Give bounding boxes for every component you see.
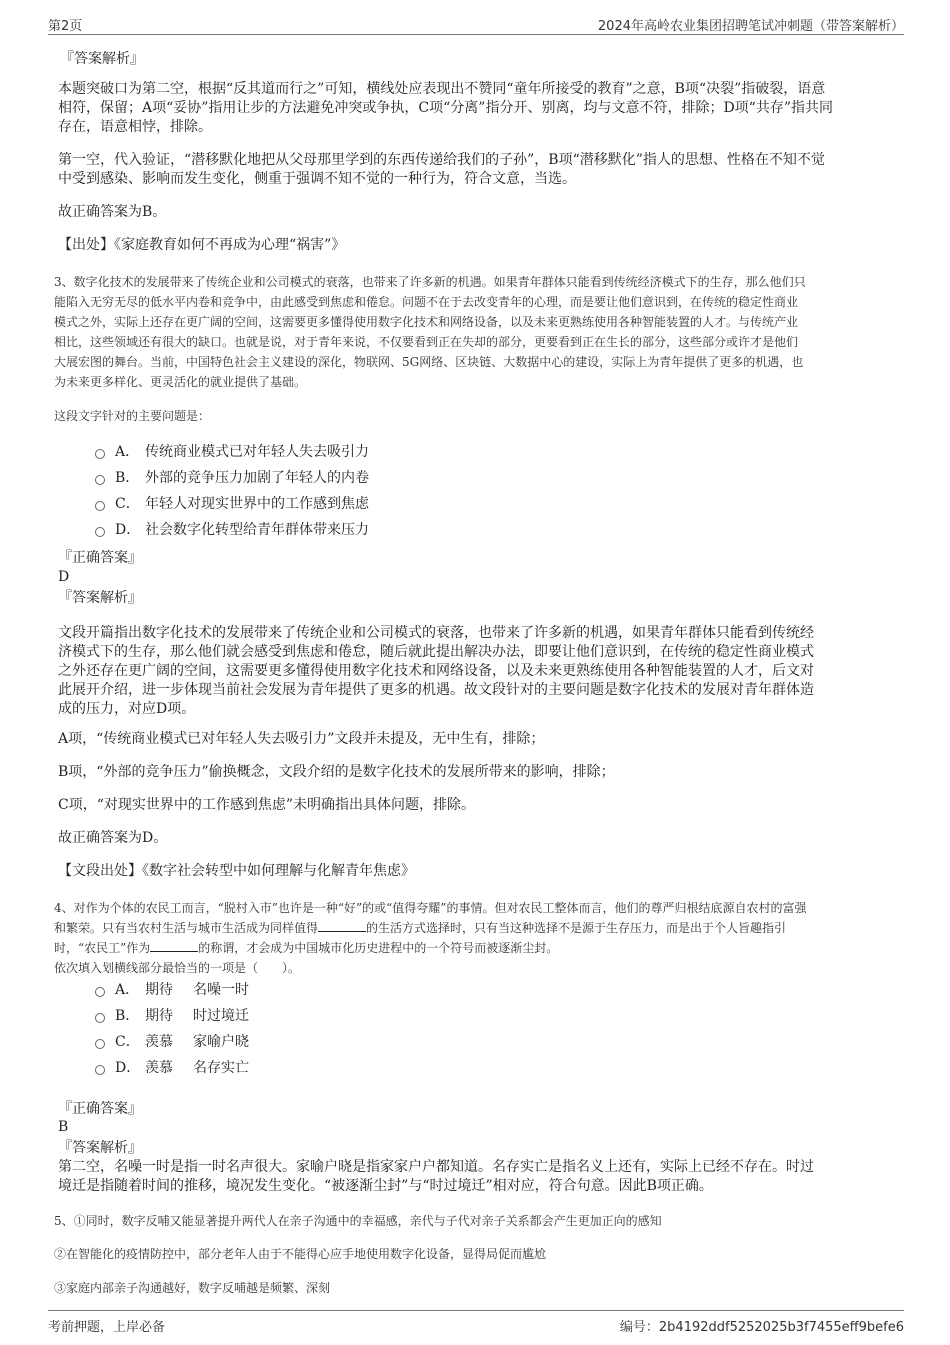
- q3-analysis-option-b: B项，“外部的竞争压力”偷换概念，文段介绍的是数字化技术的发展所带来的影响，排除；: [58, 764, 615, 780]
- text-line: 相符，保留；A项“妥协”指用让步的方法避免冲突或争执，C项“分离”指分开、别离，均与文意不符，排除；D项“共存”指共同: [58, 100, 833, 116]
- text-line: 第二空，名噪一时是指一时名声很大。家喻户晓是指家家户户都知道。名存实亡是指名义上还有，实际上已经不存在。时过: [58, 1159, 814, 1175]
- q4-option-a[interactable]: A． 期待 名噪一时: [95, 981, 249, 1000]
- radio-circle-icon[interactable]: [95, 527, 105, 537]
- q4-analysis-paragraph: [58, 1158, 814, 1196]
- q4-option-b[interactable]: B． 期待 时过境迁: [95, 1007, 249, 1026]
- footer-serial: 编号：2b4192ddf5252025b3f7455eff9befe6: [619, 1320, 904, 1335]
- text-line: 3、数字化技术的发展带来了传统企业和公司模式的衰落，也带来了许多新的机遇。如果青年群体只能看到传统经济模式下的生存，那么他们只: [54, 275, 806, 289]
- document-title: 2024年高岭农业集团招聘笔试冲刺题（带答案解析）: [597, 19, 904, 34]
- q4-analysis-label: 『答案解析』: [58, 1140, 142, 1156]
- text-line: 时，“农民工”作为 的称谓，才会成为中国城市化历史进程中的一个符号而被逐渐尘封。: [54, 941, 559, 955]
- page-header: [48, 12, 904, 35]
- q3-option-a[interactable]: A． 传统商业模式已对年轻人失去吸引力: [95, 443, 369, 462]
- text-line: 能陷入无穷无尽的低水平内卷和竞争中，由此感受到焦虑和倦怠。问题不在于去改变青年的心理，而是要让他们意识到，在传统的稳定性商业: [54, 295, 799, 309]
- text-line: 本题突破口为第二空，根据“反其道而行之”可知，横线处应表现出不赞同“童年所接受的教育”之意，B项“决裂”指破裂，语意: [58, 81, 826, 97]
- q5-sentence-1: 5、①同时，数字反哺又能显著提升两代人在亲子沟通中的幸福感，亲代与子代对亲子关系都会产生更加正向的感知: [54, 1214, 662, 1228]
- footer-slogan: 考前押题，上岸必备: [48, 1320, 166, 1335]
- radio-circle-icon[interactable]: [95, 449, 105, 459]
- q3-option-b[interactable]: B． 外部的竞争压力加剧了年轻人的内卷: [95, 469, 369, 488]
- q3-conclusion: 故正确答案为D。: [58, 830, 168, 846]
- page-footer: [48, 1310, 904, 1335]
- text-line: 之外还存在更广阔的空间，这需要更多懂得使用数字化技术和网络设备，以及未来更熟练使用各种智能装置的人才，后文对: [58, 663, 814, 679]
- q3-option-c[interactable]: C． 年轻人对现实世界中的工作感到焦虑: [95, 495, 369, 514]
- text-line: 大展宏图的舞台。当前，中国特色社会主义建设的深化，物联网、5G网络、区块链、大数据中心的建设，实际上为青年提供了更多的机遇，也: [54, 355, 804, 369]
- text-line: 第一空，代入验证，“潜移默化地把从父母那里学到的东西传递给我们的子孙”，B项“潜移默化”指人的思想、性格在不知不觉: [58, 152, 825, 168]
- text-line: 和繁荣。只有当农村生活与城市生活成为同样值得 的生活方式选择时，只有当这种选择不是源于生存压力，而是出于个人旨趣指引: [54, 921, 787, 935]
- text-line: 中受到感染、影响而发生变化，侧重于强调不知不觉的一种行为，符合文意，当选。: [58, 171, 576, 187]
- radio-circle-icon[interactable]: [95, 987, 105, 997]
- q2-analysis-paragraph-2: [58, 151, 825, 189]
- text-line: 相比，这些领域还有很大的缺口。也就是说，对于青年来说，不仅要看到正在失却的部分，更要看到正在生长的部分，这些部分或许才是他们: [54, 335, 799, 349]
- q2-conclusion: 故正确答案为B。: [58, 204, 167, 220]
- radio-circle-icon[interactable]: [95, 1013, 105, 1023]
- q4-stem: [54, 898, 806, 978]
- q5-sentence-3: ③家庭内部亲子沟通越好，数字反哺越是频繁、深刻: [54, 1281, 331, 1295]
- text-line: 境迁是指随着时间的推移，境况发生变化。“被逐渐尘封”与“时过境迁”相对应，符合句意。因此B项正确。: [58, 1178, 713, 1194]
- q5-sentence-2: ②在智能化的疫情防控中，部分老年人由于不能得心应手地使用数字化设备，显得局促而尴尬: [54, 1247, 547, 1261]
- q2-source: 【出处】《家庭教育如何不再成为心理“祸害”》: [58, 237, 346, 253]
- radio-circle-icon[interactable]: [95, 501, 105, 511]
- radio-circle-icon[interactable]: [95, 1039, 105, 1049]
- q3-analysis-label: 『答案解析』: [58, 590, 142, 606]
- text-line: 存在，语意相悖，排除。: [58, 119, 212, 135]
- q3-source: 【文段出处】《数字社会转型中如何理解与化解青年焦虑》: [58, 863, 415, 879]
- q2-analysis-label: 『答案解析』: [60, 51, 144, 67]
- text-line: 济模式下的生存，那么他们就会感受到焦虑和倦怠，随后就此提出解决办法，即要让他们意识到，在传统的稳定性商业模式: [58, 644, 814, 660]
- text-line: 文段开篇指出数字化技术的发展带来了传统企业和公司模式的衰落，也带来了许多新的机遇，如果青年群体只能看到传统经: [58, 625, 814, 641]
- q4-answer-label: 『正确答案』: [58, 1101, 142, 1117]
- page-number: 第2页: [48, 19, 83, 34]
- text-line: 为未来更多样化、更灵活化的就业提供了基础。: [54, 375, 307, 389]
- fill-blank-1: [318, 919, 366, 932]
- q3-analysis-option-a: A项，“传统商业模式已对年轻人失去吸引力”文段并未提及，无中生有，排除；: [58, 731, 545, 747]
- q3-question: 这段文字针对的主要问题是：: [54, 409, 211, 423]
- q3-answer: D: [58, 569, 70, 585]
- q4-answer: B: [58, 1119, 69, 1135]
- text-line: 此展开介绍，进一步体现当前社会发展为青年提供了更多的机遇。故文段针对的主要问题是数字化技术的发展对青年群体造: [58, 682, 814, 698]
- radio-circle-icon[interactable]: [95, 475, 105, 485]
- fill-blank-2: [150, 939, 198, 952]
- radio-circle-icon[interactable]: [95, 1065, 105, 1075]
- q3-stem: [54, 272, 806, 392]
- q3-option-d[interactable]: D． 社会数字化转型给青年群体带来压力: [95, 521, 369, 540]
- q3-analysis-paragraph: [58, 624, 814, 719]
- q3-answer-label: 『正确答案』: [58, 550, 142, 566]
- text-line: 4、对作为个体的农民工而言，“脱村入市”也许是一种“好”的或“值得夸耀”的事情。但对农民工整体而言，他们的尊严归根结底源自农村的富强: [54, 901, 807, 915]
- q4-option-d[interactable]: D． 羡慕 名存实亡: [95, 1059, 249, 1078]
- q3-analysis-option-c: C项，“对现实世界中的工作感到焦虑”未明确指出具体问题，排除。: [58, 797, 476, 813]
- q2-analysis-paragraph-1: [58, 80, 833, 137]
- q4-question: 依次填入划横线部分最恰当的一项是（ ）。: [54, 961, 301, 975]
- text-line: 成的压力，对应D项。: [58, 701, 196, 717]
- q4-option-c[interactable]: C． 羡慕 家喻户晓: [95, 1033, 249, 1052]
- text-line: 模式之外，实际上还存在更广阔的空间，这需要更多懂得使用数字化技术和网络设备，以及未来更熟练使用各种智能装置的人才。与传统产业: [54, 315, 799, 329]
